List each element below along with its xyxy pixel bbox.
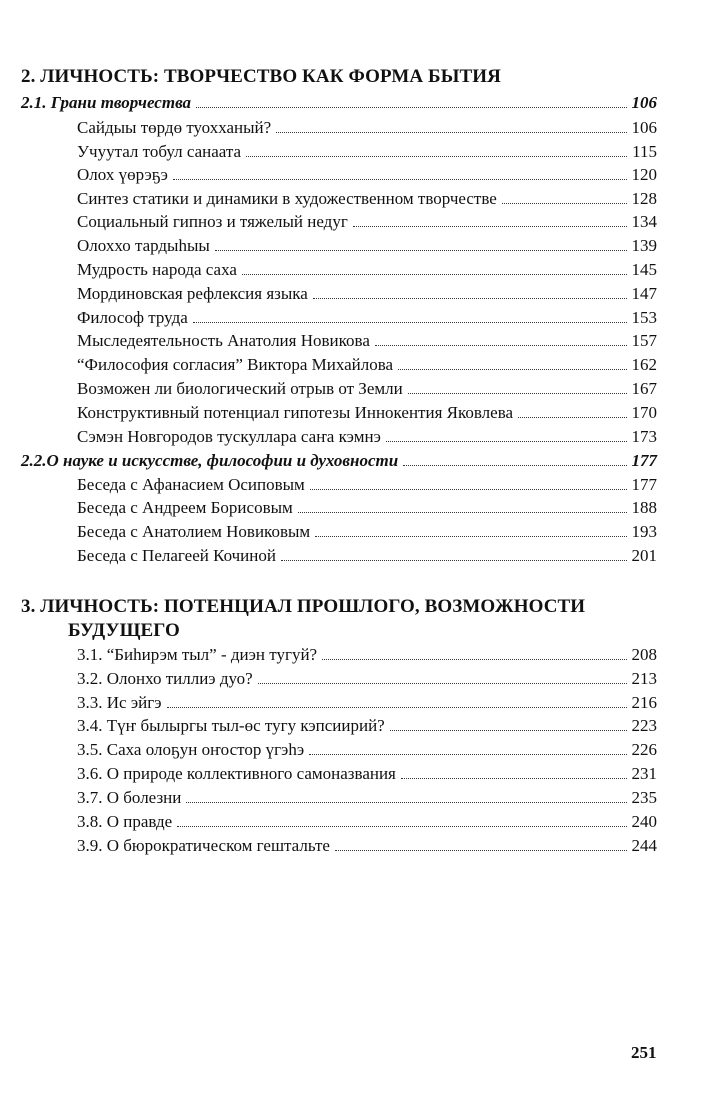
- dot-leader: [502, 203, 627, 204]
- entry-page: 115: [632, 142, 657, 161]
- toc-entry: [77, 739, 657, 761]
- toc-entry: [77, 521, 657, 543]
- entry-page: 177: [631, 475, 657, 494]
- entry-title: 3.3. Ис эйгэ: [77, 693, 162, 712]
- dot-leader: [193, 322, 627, 323]
- toc-entry: [77, 141, 657, 163]
- entry-page: 167: [631, 379, 657, 398]
- dot-leader: [310, 489, 627, 490]
- toc-entry: [77, 283, 657, 305]
- dot-leader: [390, 730, 627, 731]
- entry-page: 106: [631, 118, 657, 137]
- dot-leader: [173, 179, 627, 180]
- page-number: 251: [631, 1043, 657, 1062]
- entry-title: Возможен ли биологический отрыв от Земли: [77, 379, 403, 398]
- toc-entry: [77, 188, 657, 210]
- entry-title: “Философия согласия” Виктора Михайлова: [77, 355, 394, 374]
- toc-entry: [77, 330, 657, 352]
- toc-entry: [77, 117, 657, 139]
- entry-page: 162: [631, 355, 657, 374]
- entry-page: 188: [631, 498, 657, 517]
- dot-leader: [276, 132, 626, 133]
- section-3-title: 3. ЛИЧНОСТЬ: ПОТЕНЦИАЛ ПРОШЛОГО, ВОЗМОЖНОСТИ: [21, 596, 586, 617]
- entry-title: Олоххо тардыhыы: [77, 236, 210, 255]
- entry-title: 3.6. О природе коллективного самоназвания: [77, 764, 396, 783]
- entry-page: 153: [631, 308, 657, 327]
- dot-leader: [518, 417, 626, 418]
- toc-entry: [77, 474, 657, 496]
- entry-page: 235: [631, 788, 657, 807]
- entry-page: 226: [631, 740, 657, 759]
- dot-leader: [353, 226, 627, 227]
- toc-entry: [77, 692, 657, 714]
- toc-entry: [77, 787, 657, 809]
- toc-entry: [77, 644, 657, 666]
- entry-page: 231: [631, 764, 657, 783]
- dot-leader: [215, 250, 627, 251]
- dot-leader: [401, 778, 627, 779]
- dot-leader: [408, 393, 627, 394]
- entry-title: Конструктивный потенциал гипотезы Иннокентия Яковлева: [77, 403, 514, 422]
- toc-entry: [77, 426, 657, 448]
- toc-entry: [77, 211, 657, 233]
- entry-title: 3.8. О правде: [77, 812, 173, 831]
- entry-title: Беседа с Афанасием Осиповым: [77, 475, 305, 494]
- dot-leader: [281, 560, 627, 561]
- entry-page: 106: [631, 93, 657, 112]
- dot-leader: [375, 345, 627, 346]
- toc-entry: [77, 835, 657, 857]
- dot-leader: [309, 754, 626, 755]
- entry-page: 201: [631, 546, 657, 565]
- entry-page: 134: [631, 212, 657, 231]
- entry-title: 3.5. Саха олоҕун оҥостор үгэhэ: [77, 740, 305, 759]
- toc-entry-2-2: [21, 450, 657, 472]
- entry-title: 3.2. Олонхо тиллиэ дуо?: [77, 669, 253, 688]
- entry-title: 3.7. О болезни: [77, 788, 182, 807]
- entry-page: 120: [631, 165, 657, 184]
- dot-leader: [322, 659, 626, 660]
- dot-leader: [386, 441, 627, 442]
- dot-leader: [313, 298, 627, 299]
- entry-page: 173: [631, 427, 657, 446]
- dot-leader: [298, 512, 627, 513]
- toc-entry: [77, 164, 657, 186]
- entry-page: 223: [631, 716, 657, 735]
- toc-entry: [77, 354, 657, 376]
- entry-page: 193: [631, 522, 657, 541]
- entry-page: 216: [631, 693, 657, 712]
- entry-page: 157: [631, 331, 657, 350]
- entry-title: Сайдыы төрдө туохханый?: [77, 118, 272, 137]
- entry-title: Социальный гипноз и тяжелый недуг: [77, 212, 348, 231]
- entry-title: 3.4. Түҥ былыргы тыл-өс тугу кэпсиирий?: [77, 716, 385, 735]
- toc-entry-2-1: [21, 92, 657, 114]
- dot-leader: [403, 465, 626, 466]
- dot-leader: [186, 802, 626, 803]
- dot-leader: [242, 274, 627, 275]
- toc-entry: [77, 811, 657, 833]
- dot-leader: [177, 826, 626, 827]
- toc-entry: [77, 763, 657, 785]
- toc-entry: [77, 715, 657, 737]
- entry-page: 170: [631, 403, 657, 422]
- entry-title: Сэмэн Новгородов тускуллара саҥа кэмнэ: [77, 427, 381, 446]
- entry-page: 139: [631, 236, 657, 255]
- dot-leader: [315, 536, 626, 537]
- entry-title: Учуутал тобул санаата: [77, 142, 242, 161]
- dot-leader: [335, 850, 627, 851]
- toc-entry: [77, 378, 657, 400]
- toc-entry: [77, 497, 657, 519]
- entry-page: 208: [631, 645, 657, 664]
- entry-page: 128: [631, 189, 657, 208]
- dot-leader: [167, 707, 627, 708]
- entry-title: Беседа с Анатолием Новиковым: [77, 522, 311, 541]
- entry-page: 213: [631, 669, 657, 688]
- entry-page: 177: [631, 451, 657, 470]
- entry-title: Беседа с Андреем Борисовым: [77, 498, 293, 517]
- entry-title: Мыследеятельность Анатолия Новикова: [77, 331, 370, 350]
- dot-leader: [196, 107, 626, 108]
- entry-page: 240: [631, 812, 657, 831]
- toc-entry: [77, 668, 657, 690]
- section-3-title-cont: БУДУЩЕГО: [68, 620, 180, 641]
- entry-title: 2.2.О науке и искусстве, философии и духовности: [21, 451, 399, 470]
- toc-entry: [77, 545, 657, 567]
- section-2-title: 2. ЛИЧНОСТЬ: ТВОРЧЕСТВО КАК ФОРМА БЫТИЯ: [21, 66, 501, 87]
- entry-title: Мудрость народа саха: [77, 260, 237, 279]
- toc-entry: [77, 307, 657, 329]
- toc-entry: [77, 259, 657, 281]
- dot-leader: [398, 369, 626, 370]
- entry-title: Мординовская рефлексия языка: [77, 284, 308, 303]
- entry-page: 145: [631, 260, 657, 279]
- entry-title: 3.1. “Биhирэм тыл” - диэн тугуй?: [77, 645, 318, 664]
- entry-title: 3.9. О бюрократическом гештальте: [77, 836, 330, 855]
- entry-title: Философ труда: [77, 308, 188, 327]
- entry-title: Беседа с Пелагеей Кочиной: [77, 546, 276, 565]
- toc-entry: [77, 402, 657, 424]
- entry-title: 2.1. Грани творчества: [21, 93, 192, 112]
- entry-page: 244: [631, 836, 657, 855]
- entry-title: Синтез статики и динамики в художественном творчестве: [77, 189, 497, 208]
- dot-leader: [246, 156, 627, 157]
- entry-title: Олох үөрэҕэ: [77, 165, 168, 184]
- dot-leader: [258, 683, 627, 684]
- entry-page: 147: [631, 284, 657, 303]
- toc-entry: [77, 235, 657, 257]
